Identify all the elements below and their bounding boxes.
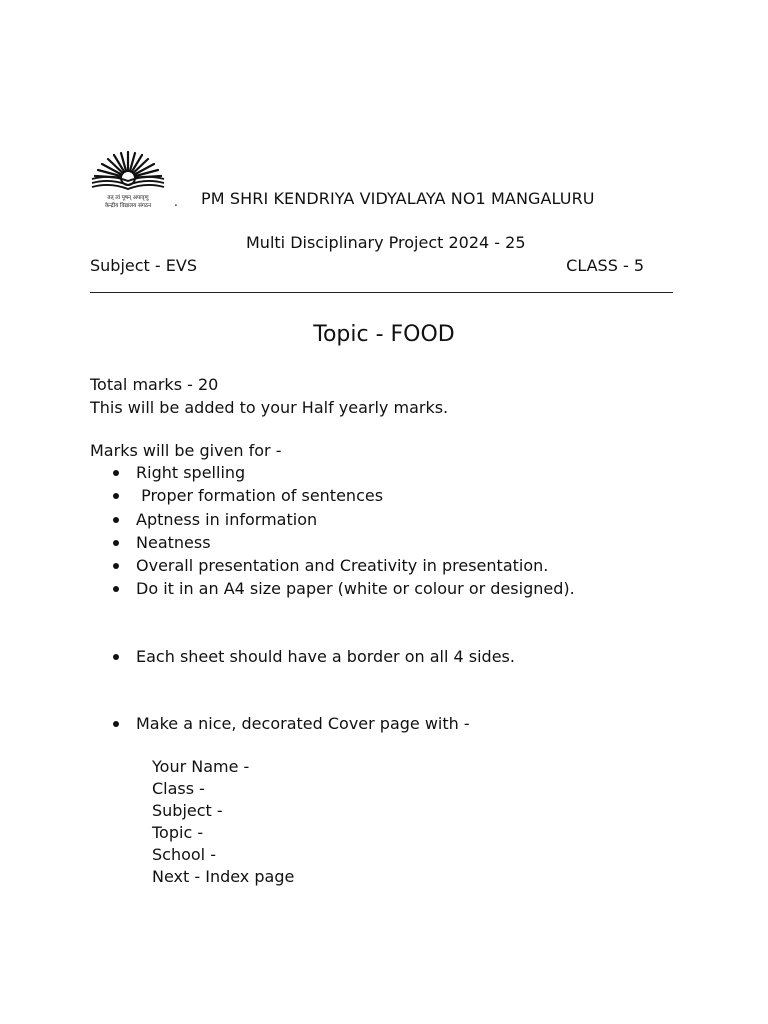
kvs-logo-icon [88,148,168,210]
bullet-icon [113,517,119,523]
logo-caption-line1: तत् त्वं पूषन् अपावृणु [107,195,149,201]
list-item [90,508,575,531]
bullet-icon [113,721,119,727]
logo-caption-line2: केन्द्रीय विद्यालय संगठन [104,203,152,209]
criteria-item: Proper formation of sentences [136,486,384,506]
bullet-icon [113,586,119,592]
project-title: Multi Disciplinary Project 2024 - 25 [246,233,526,252]
criteria-item: Right spelling [136,463,246,482]
cover-instruction: Make a nice, decorated Cover page with - [136,714,470,733]
cover-fields [152,756,294,888]
criteria-heading: Marks will be given for - [90,441,282,460]
header-divider [90,292,673,293]
list-item [90,645,515,668]
criteria-item: Neatness [136,532,211,552]
criteria-item: Do it in an A4 size paper (white or colour or designed). [136,579,575,599]
bullet-icon [113,563,119,569]
cover-instruction-list [90,712,470,735]
total-marks: Total marks - 20 [90,375,219,394]
criteria-item: Aptness in information [136,509,318,529]
list-item [90,531,575,554]
subject-label: Subject - EVS [90,256,197,275]
logo-separator-dot: . [174,195,178,209]
cover-field-next: Next - Index page [152,867,295,886]
school-name: PM SHRI KENDRIYA VIDYALAYA NO1 MANGALURU [201,189,595,208]
cover-field-class: Class - [152,779,205,798]
border-instruction-list [90,645,515,668]
half-yearly-note: This will be added to your Half yearly marks. [90,398,449,417]
criteria-list [90,461,575,601]
list-item [90,554,575,577]
cover-field-school: School - [152,845,216,864]
list-item [90,577,575,600]
list-item [90,712,470,735]
border-instruction: Each sheet should have a border on all 4 sides. [136,647,515,666]
bullet-icon [113,540,119,546]
cover-field-name: Your Name - [152,757,250,776]
list-item [90,484,575,507]
criteria-item: Overall presentation and Creativity in presentation. [136,556,549,576]
class-label: CLASS - 5 [566,256,644,275]
bullet-icon [113,654,119,660]
bullet-icon [113,470,119,476]
bullet-icon [113,493,119,499]
list-item [90,461,575,484]
cover-field-subject: Subject - [152,801,223,820]
topic-heading: Topic - FOOD [313,322,455,347]
cover-field-topic: Topic - [152,823,204,842]
